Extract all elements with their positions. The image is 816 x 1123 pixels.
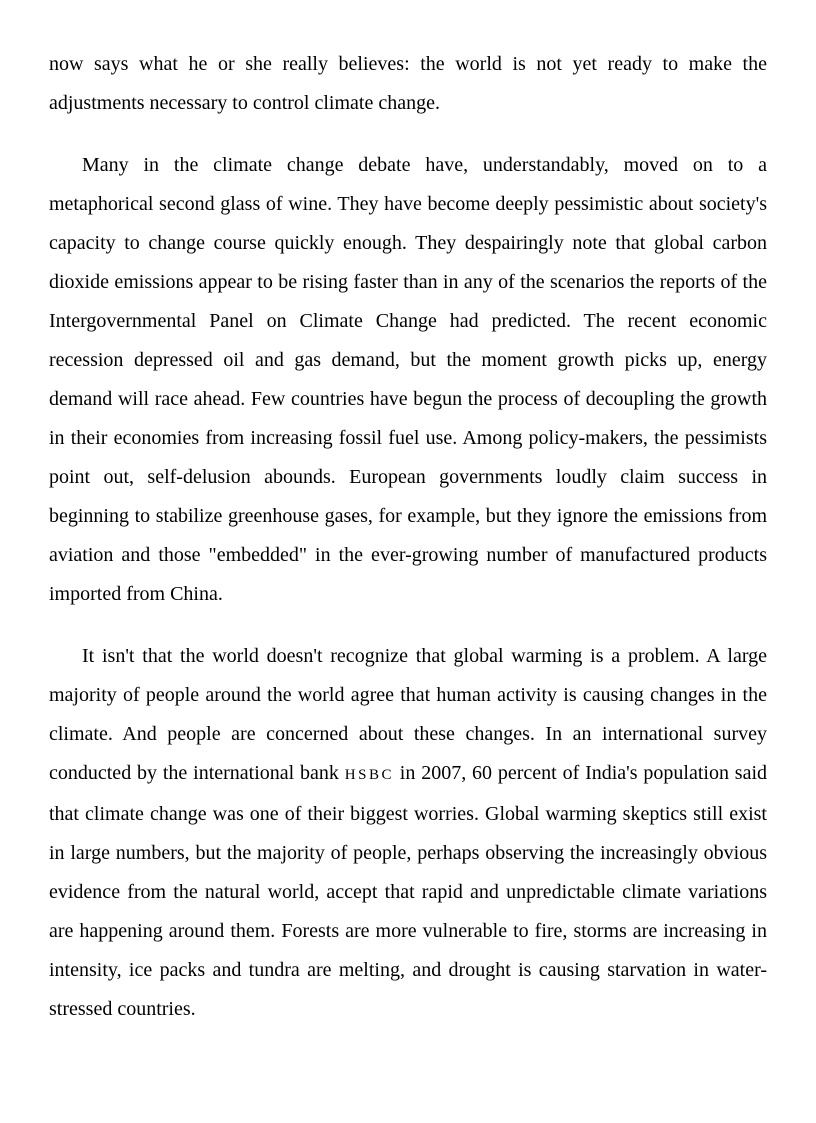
paragraph-text-after-acronym: in 2007, 60 percent of India's population said that climate change was one of their biggest worries. Global warming skeptics still exist in large numbers, but the majority of people, perhaps observing the increasingly obvious evidence from the natural world, accept that rapid and unpredictable climate variations are happening around them. Forests are more vulnerable to fire, storms are increasing in intensity, ice packs and tundra are melting, and drought is causing starvation in water-stressed countries.: [49, 762, 767, 1020]
paragraph-continuation: now says what he or she really believes: the world is not yet ready to make the adjustments necessary to control climate change.: [49, 53, 767, 114]
paragraph-world-recognizes: [49, 637, 767, 1029]
paragraph-text-before-acronym: It isn't that the world doesn't recognize that global warming is a problem. A large majority of people around the world agree that human activity is causing changes in the climate. And people are concerned about these changes. In an international survey conducted by the international bank: [49, 645, 767, 784]
paragraph-pessimists: Many in the climate change debate have, understandably, moved on to a metaphorical second glass of wine. They have become deeply pessimistic about society's capacity to change course quickly enough. They despairingly note that global carbon dioxide emissions appear to be rising faster than in any of the scenarios the reports of the Intergovernmental Panel on Climate Change had predicted. The recent economic recession depressed oil and gas demand, but the moment growth picks up, energy demand will race ahead. Few countries have begun the process of decoupling the growth in their economies from increasing fossil fuel use. Among policy-makers, the pessimists point out, self-delusion abounds. European governments loudly claim success in beginning to stabilize greenhouse gases, for example, but they ignore the emissions from aviation and those "embedded" in the ever-growing number of manufactured products imported from China.: [49, 154, 767, 605]
hsbc-acronym: HSBC: [344, 767, 394, 783]
